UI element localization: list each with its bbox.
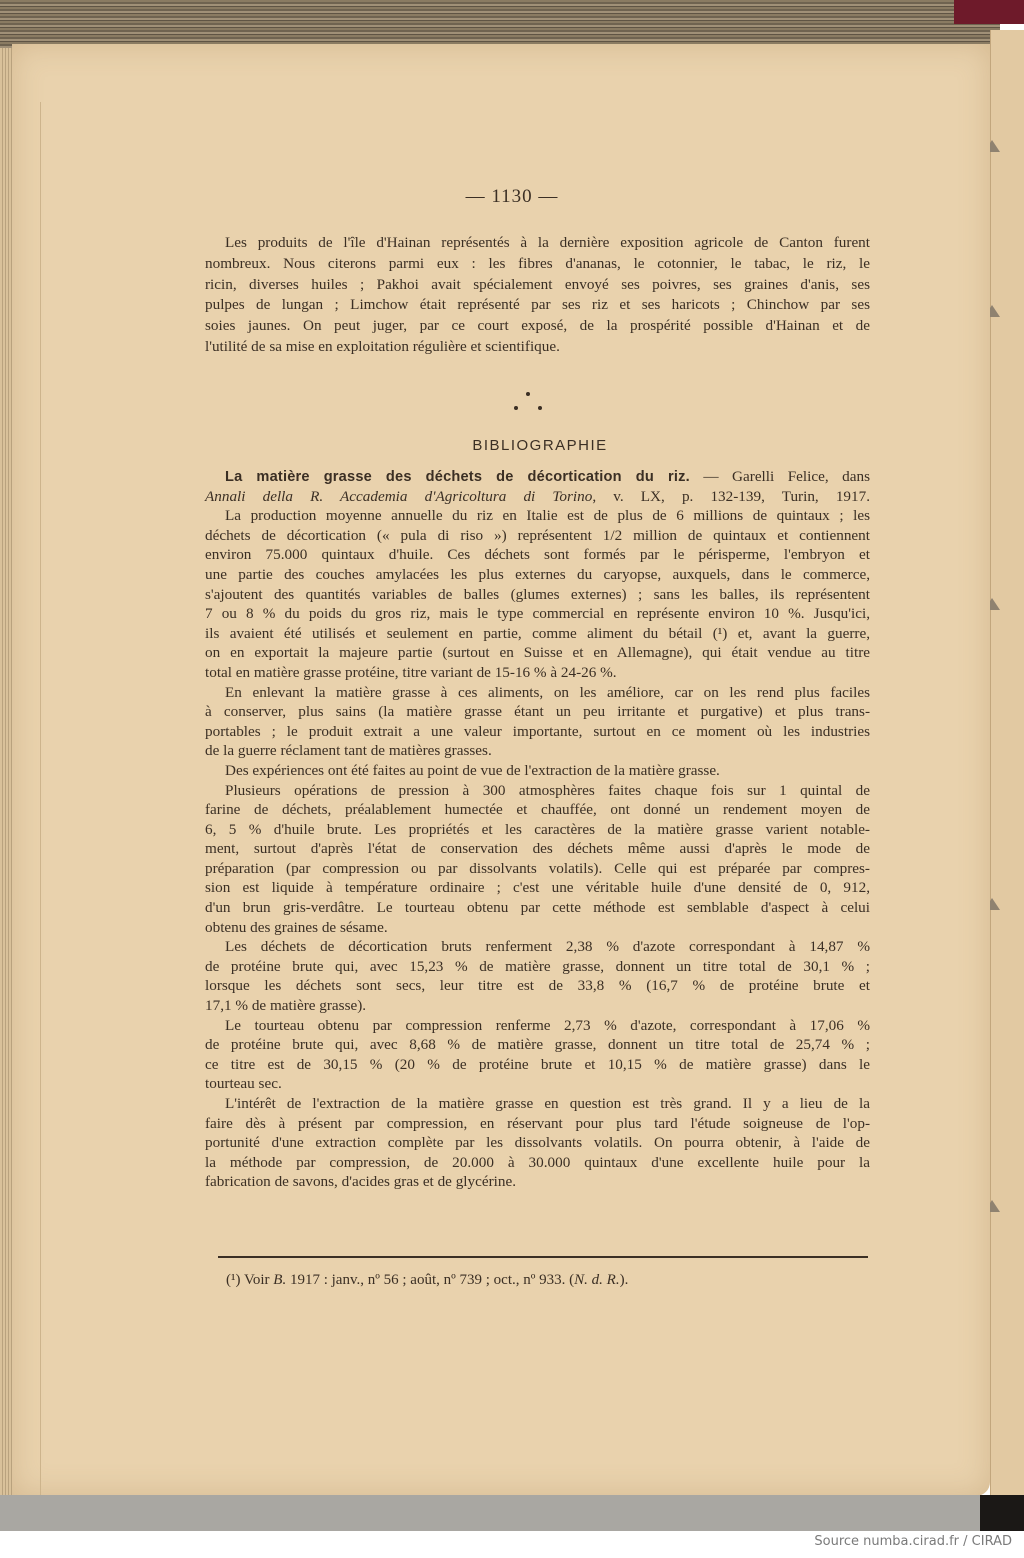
text-line: de protéine brute qui, avec 8,68 % de matière grasse, donnent un titre total de 25,74 % ; [205,1036,870,1054]
text-line: 17,1 % de matière grasse). [205,997,367,1015]
paragraph [205,1094,870,1192]
text-line: 7 ou 8 % du poids du gros riz, mais le type commercial en représente environ 10 %. Jusqu'ici, [205,605,870,623]
text-line: on en exportait la majeure partie (surtout en Suisse et en Allemagne), qui était vendue au titre [205,644,870,662]
entry-body [205,506,870,1192]
text-line: ricin, diverses huiles ; Pakhoi avait spécialement envoyé ses poivres, ses graines d'anis, ses [205,275,870,293]
entry-title: La matière grasse des déchets de décortication du riz. [225,469,690,485]
text-line: tourteau sec. [205,1075,282,1093]
text-line: une partie des couches amylacées les plus externes du caryopse, auxquels, dans le commerce, [205,565,870,583]
footnote-text: 1917 : janv., nº 56 ; août, nº 739 ; oct., nº 933. ( [286,1272,575,1288]
paragraph [205,781,870,938]
intro-paragraph [205,233,870,358]
text-line: fabrication de savons, d'acides gras et de glycérine. [205,1173,517,1191]
entry-author: — Garelli Felice, dans [689,468,870,485]
text-line: l'utilité de sa mise en exploitation régulière et scientifique. [205,337,560,355]
text-line: lorsque les déchets sont secs, leur titre est de 33,8 % (16,7 % de protéine brute et [205,977,870,995]
text-line: La production moyenne annuelle du riz en Italie est de plus de 6 millions de quintaux ; les [225,507,870,525]
footnote [226,1272,628,1289]
text-line: portunité d'une extraction complète par les dissolvants volatils. On pourra obtenir, à l'aide de [205,1134,870,1152]
text-line: faire dès à présent par compression, en réservant pour plus tard l'étude soigneuse de l'op- [205,1114,870,1132]
text-line: En enlevant la matière grasse à ces aliments, on les améliore, car on les rend plus faciles [225,683,870,701]
paragraph [205,506,870,682]
book-right-fold [990,30,1024,1500]
text-line: Le tourteau obtenu par compression renferme 2,73 % d'azote, correspondant à 17,06 % [225,1016,870,1034]
text-line: nombreux. Nous citerons parmi eux : les fibres d'ananas, le cotonnier, le tabac, le riz, le [205,254,870,272]
entry-citation-line [205,487,870,507]
text-line: portables ; le produit extrait a une valeur importante, surtout en ce moment où les industries [205,722,870,740]
text-line: pulpes de lungan ; Limchow était représenté par ses riz et ses haricots ; Chinchow par ses [205,296,870,314]
entry-citation: , v. LX, p. 132-139, Turin, 1917. [592,487,871,505]
text-line: ment, surtout d'après l'état de conservation des déchets même aussi d'après le mode de [205,840,870,858]
text-line: 6, 5 % d'huile brute. Les propriétés et les caractères de la matière grasse varient notable- [205,820,870,838]
text-line: Les déchets de décortication bruts renferment 2,38 % d'azote correspondant à 14,87 % [225,938,870,956]
footnote-marker: (¹) Voir [226,1272,274,1288]
paragraph [205,683,870,761]
footnote-source: B. [273,1272,287,1288]
book-cover-bottom [980,1495,1024,1531]
text-line: sion est liquide à température ordinaire ; c'est une véritable huile d'une densité de 0, 912, [205,879,870,897]
text-line: à conserver, plus sains (la matière grasse étant un peu irritante et purgative) et plus trans- [205,703,870,721]
text-line: Les produits de l'île d'Hainan représentés à la dernière exposition agricole de Canton furent [225,234,870,251]
bibliography-entry [205,467,870,1192]
text-line: environ 75.000 quintaux d'huile. Ces déchets sont formés par le périsperme, l'embryon et [205,546,870,564]
page-number: — 1130 — [465,186,559,207]
scan-background [0,1495,985,1531]
footnote-rule [218,1256,868,1258]
text-line: de protéine brute qui, avec 15,23 % de matière grasse, donnent un titre total de 30,1 % ; [205,957,870,975]
text-line: de la guerre réclament tant de matières grasses. [205,742,492,760]
text-line: d'un brun gris-verdâtre. Le tourteau obtenu par cette méthode est semblable d'aspect à celui [205,899,870,917]
text-line: la méthode par compression, de 20.000 à 30.000 quintaux d'une excellente huile pour la [205,1153,870,1171]
footnote-editor-note: N. d. R. [574,1272,620,1288]
text-line: ce titre est de 30,15 % (20 % de protéine brute et 10,15 % de matière grasse) dans le [205,1055,870,1073]
paragraph [205,1016,870,1094]
text-line: Des expériences ont été faites au point de vue de l'extraction de la matière grasse. [225,761,720,779]
paragraph [205,761,870,781]
entry-title-line [205,467,870,487]
text-line: s'ajoutent des quantités variables de balles (glumes externes) ; sans les balles, ils représentent [205,585,870,603]
text-line: farine de déchets, préalablement humectée et chauffée, ont donné un rendement moyen de [205,801,870,819]
paragraph [205,937,870,1015]
book-cover-corner [954,0,1024,24]
text-line: obtenu des graines de sésame. [205,918,388,936]
text-line: L'intérêt de l'extraction de la matière grasse en question est très grand. Il y a lieu de la [225,1095,870,1112]
asterism-divider [505,390,555,420]
entry-journal: Annali della R. Accademia d'Agricoltura di Torino [205,487,593,505]
section-title: BIBLIOGRAPHIE [472,437,608,454]
page-margin-line [40,102,41,1522]
text-line: total en matière grasse protéine, titre variant de 15-16 % à 24-26 %. [205,663,617,681]
text-line: Plusieurs opérations de pression à 300 atmosphères faites chaque fois sur 1 quintal de [225,781,870,799]
footnote-close: ). [619,1272,629,1288]
text-line: déchets de décortication (« pula di riso ») représentent 1/2 million de quintaux et contiennent [205,526,870,544]
text-line: soies jaunes. On peut juger, par ce court exposé, de la prospérité possible d'Hainan et de [205,317,870,335]
text-line: ils avaient été utilisés et seulement en partie, comme aliment du bétail (¹) et, avant la guerre, [205,624,870,642]
source-credit: Source numba.cirad.fr / CIRAD [814,1534,1012,1549]
text-line: préparation (par compression ou par dissolvants volatils). Celle qui est préparée par compres- [205,859,870,877]
